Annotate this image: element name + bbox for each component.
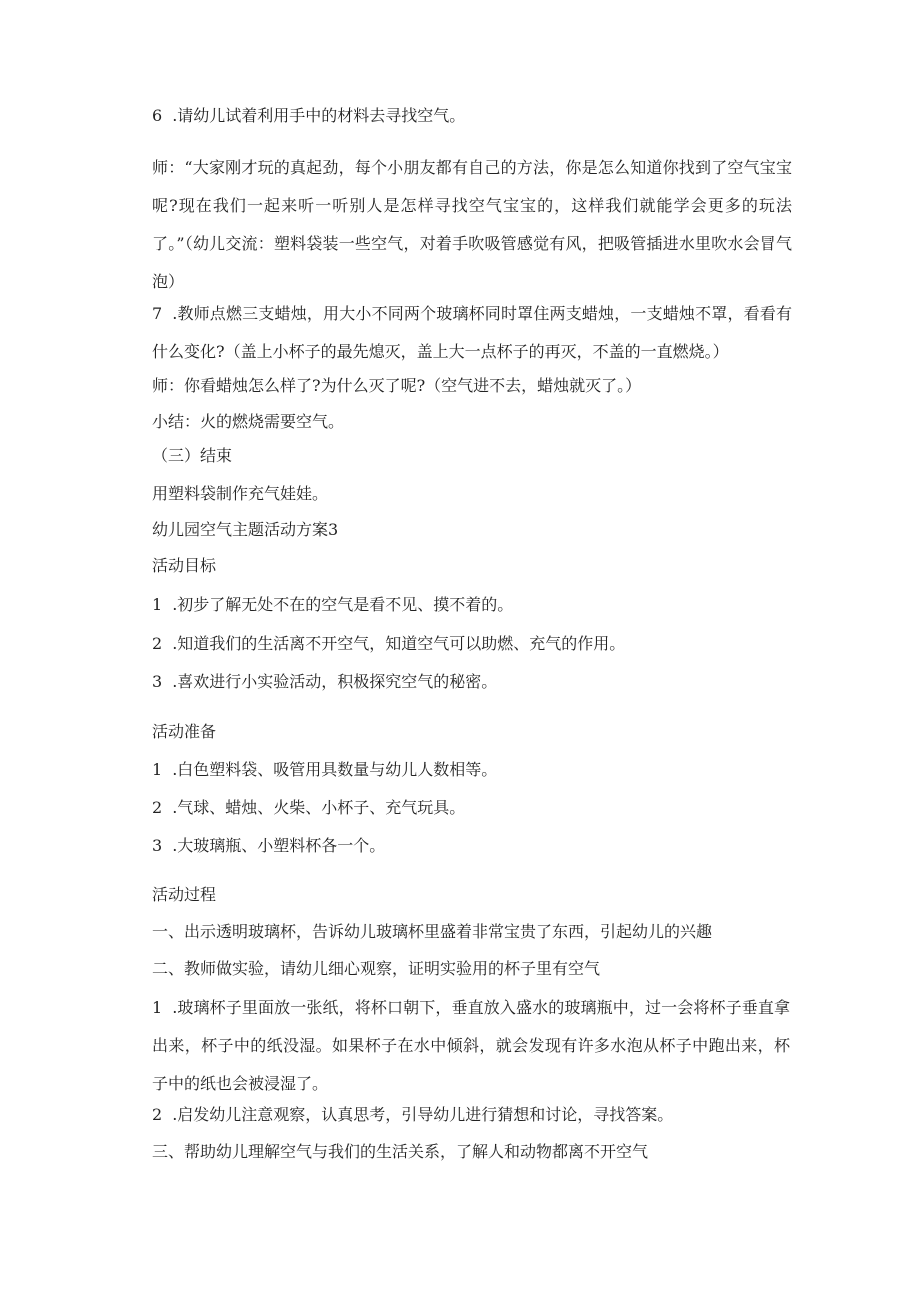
step-number: 6 xyxy=(152,106,163,125)
goal-item: 1 .初步了解无处不在的空气是看不见、摸不着的。 xyxy=(152,595,514,614)
section-heading-goals: 活动目标 xyxy=(152,556,217,575)
preparation-item: 3 .大玻璃瓶、小塑料杯各一个。 xyxy=(152,836,386,855)
goal-item: 3 .喜欢进行小实验活动，积极探究空气的秘密。 xyxy=(152,672,498,691)
experiment-paragraph: 1 .玻璃杯子里面放一张纸，将杯口朝下，垂直放入盛水的玻璃瓶中，过一会将杯子垂直拿出来，杯子中的纸没湿。如果杯子在水中倾斜，就会发现有许多水泡从杯子中跑出来，杯子中的纸也会被浸湿了。 xyxy=(152,998,790,1093)
goal-item: 2 .知道我们的生活离不开空气，知道空气可以助燃、充气的作用。 xyxy=(152,634,626,653)
summary-line: 小结：火的燃烧需要空气。 xyxy=(152,412,345,431)
process-step-3: 三、帮助幼儿理解空气与我们的生活关系，了解人和动物都离不开空气 xyxy=(152,1142,649,1161)
plan-title: 幼儿园空气主题活动方案3 xyxy=(152,520,339,539)
process-step-1: 一、出示透明玻璃杯，告诉幼儿玻璃杯里盛着非常宝贵了东西，引起幼儿的兴趣 xyxy=(152,922,713,941)
step-number: 7 xyxy=(152,304,163,323)
section-heading-process: 活动过程 xyxy=(152,885,217,904)
step-7-paragraph xyxy=(152,295,792,371)
experiment-item-2: 2 .启发幼儿注意观察，认真思考，引导幼儿进行猜想和讨论，寻找答案。 xyxy=(152,1105,674,1124)
section-heading-end: （三）结束 xyxy=(152,446,233,465)
section-heading-preparation: 活动准备 xyxy=(152,722,217,741)
closing-activity: 用塑料袋制作充气娃娃。 xyxy=(152,484,329,503)
step-text: .教师点燃三支蜡烛，用大小不同两个玻璃杯同时罩住两支蜡烛，一支蜡烛不罩，看看有什么变化?（盖上小杯子的最先熄灭，盖上大一点杯子的再灭，不盖的一直燃烧。） xyxy=(152,304,792,361)
step-text: .请幼儿试着利用手中的材料去寻找空气。 xyxy=(172,106,466,125)
teacher-speech-paragraph: 师：“大家刚才玩的真起劲，每个小朋友都有自己的方法，你是怎么知道你找到了空气宝宝呢?现在我们一起来听一听别人是怎样寻找空气宝宝的，这样我们就能学会更多的玩法了。”（幼儿交流：塑料袋装一些空气，对着手吹吸管感觉有风，把吸管插进水里吹水会冒气泡） xyxy=(152,158,792,291)
preparation-item: 2 .气球、蜡烛、火柴、小杯子、充气玩具。 xyxy=(152,798,466,817)
step-6 xyxy=(152,106,465,126)
teacher-question: 师：你看蜡烛怎么样了?为什么灭了呢?（空气进不去，蜡烛就灭了。） xyxy=(152,376,642,395)
preparation-item: 1 .白色塑料袋、吸管用具数量与幼儿人数相等。 xyxy=(152,760,498,779)
process-step-2: 二、教师做实验，请幼儿细心观察，证明实验用的杯子里有空气 xyxy=(152,959,601,978)
